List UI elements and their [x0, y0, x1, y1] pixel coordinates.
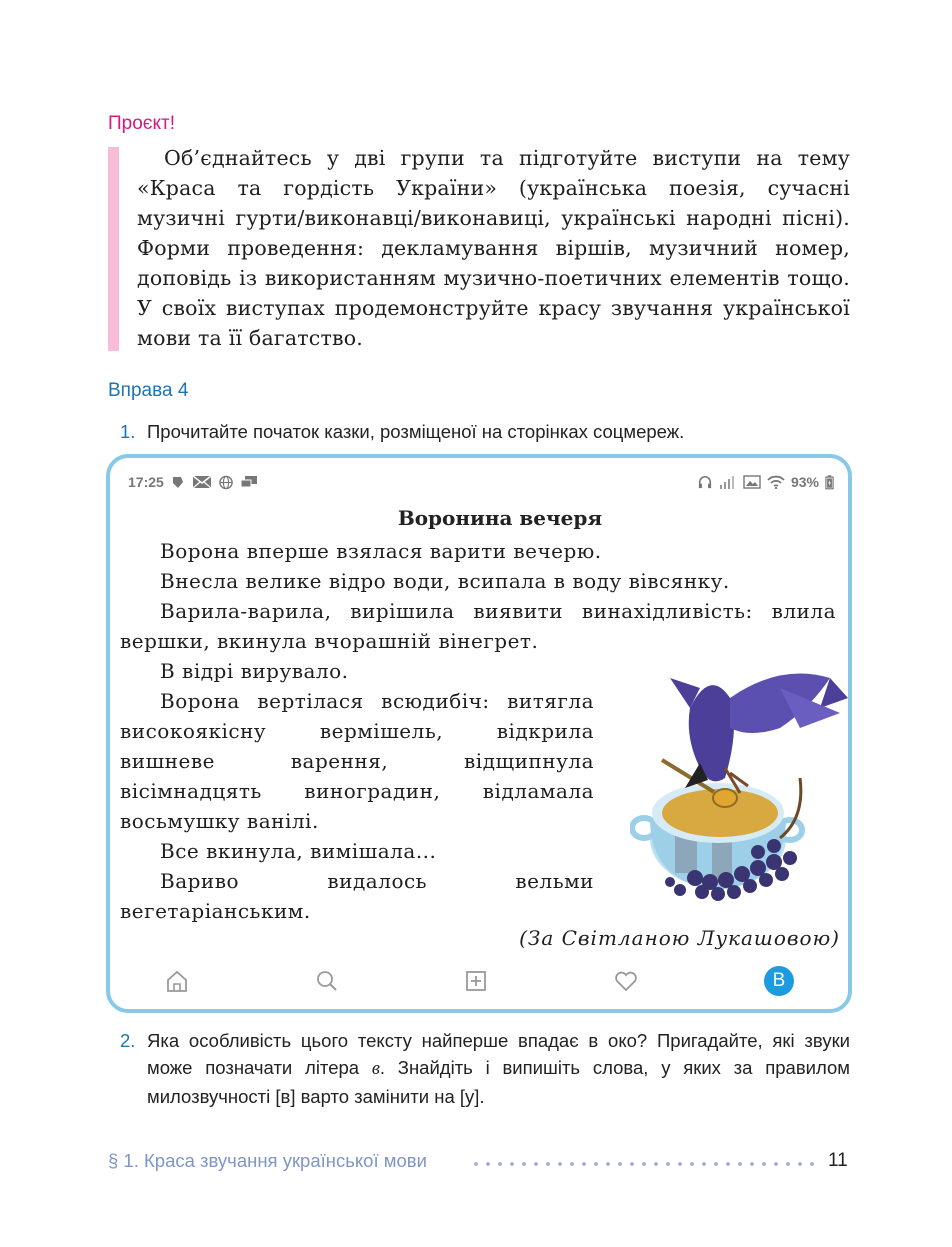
- task-1-text: Прочитайте початок казки, розміщеної на сторінках соцмереж.: [147, 421, 685, 442]
- task-2-letter: в: [371, 1059, 380, 1079]
- headphones-icon: [697, 475, 713, 489]
- bottom-nav: [150, 964, 800, 1000]
- status-right: [697, 474, 834, 490]
- story-paragraph: Все вкинула, вимішала...: [160, 839, 437, 863]
- task-1: [120, 418, 860, 446]
- crow-cooking-illustration: [630, 668, 850, 908]
- status-time: 17:25: [128, 474, 164, 490]
- exercise-title: Вправа 4: [108, 380, 189, 401]
- story-paragraph: Ворона вертілася всюдибіч: витягла високоякісну вермішель, відкрила вишневе варення, відщипнула вісімнадцять виноградин, відламала восьмушку ванілі.: [120, 689, 594, 833]
- story-paragraph: В відрі вирувало.: [160, 659, 349, 683]
- task-2-text: [147, 1027, 850, 1110]
- status-left: [128, 474, 258, 490]
- project-label: Проєкт!: [108, 113, 175, 134]
- project-accent-bar: [108, 147, 119, 351]
- story-paragraph: Ворона вперше взялася варити вечерю.: [160, 539, 602, 563]
- phone-screen: [106, 454, 852, 1013]
- chat-icon: [240, 475, 258, 489]
- footer-section-title: § 1. Краса звучання української мови: [108, 1150, 427, 1171]
- image-icon: [743, 475, 761, 489]
- add-icon[interactable]: [463, 968, 489, 994]
- battery-icon: [825, 475, 834, 490]
- story-paragraph: Варила-варила, вирішила виявити винахідливість: влила вершки, вкинула вчорашній вінегрет.: [120, 599, 836, 653]
- story-title: Воронина вечеря: [397, 506, 603, 530]
- globe-icon: [218, 475, 234, 490]
- search-icon[interactable]: [314, 968, 340, 994]
- footer-dot-leader: [470, 1162, 815, 1166]
- status-bar: [128, 474, 834, 496]
- project-text: Об’єднайтесь у дві групи та підготуйте виступи на тему «Краса та гордість України» (українська поезія, сучасні музичні гурти/виконавці/виконавиці, українські народні пісні). Форми проведення: декламування віршів, музичний номер, доповідь із використанням музично-поетичних елементів тощо. У своїх виступах продемонструйте красу звучання української мови та її багатство.: [137, 146, 850, 350]
- mail-icon: [192, 475, 212, 489]
- profile-avatar-button[interactable]: B: [764, 966, 794, 996]
- story-paragraph: Вариво видалось вельми вегетаріанським.: [120, 869, 594, 923]
- wifi-icon: [767, 475, 785, 489]
- heart-icon[interactable]: [613, 968, 639, 994]
- battery-percent: 93%: [790, 474, 819, 490]
- story-paragraph: Внесла велике відро води, всипала в воду вівсянку.: [160, 569, 730, 593]
- signal-icon: [719, 475, 737, 489]
- page-number: 11: [828, 1150, 848, 1171]
- task-2-text-part: Яка особливість цього тексту найперше впадає в око? Пригадайте, які звуки може позначати літера: [147, 1030, 850, 1078]
- task-2: [120, 1027, 860, 1117]
- story-author: (За Світланою Лукашовою): [519, 926, 840, 950]
- task-2-number: 2.: [120, 1030, 136, 1051]
- notification-icon: [170, 475, 186, 489]
- home-icon[interactable]: [164, 968, 190, 994]
- task-2-text-part: . Знайдіть і випишіть слова, у яких за правилом милозвучності [в] варто замінити на [у].: [147, 1057, 850, 1107]
- task-1-number: 1.: [120, 421, 136, 442]
